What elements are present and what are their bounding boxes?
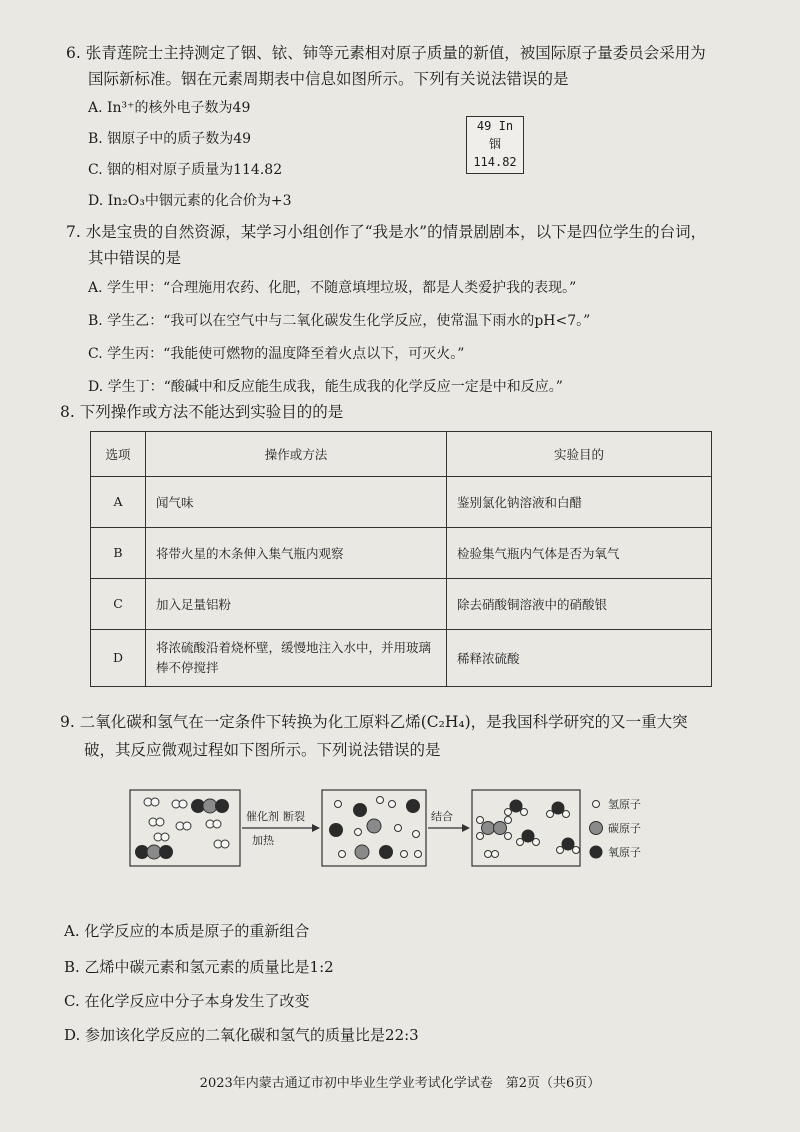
hydrogen-legend-icon xyxy=(593,801,600,808)
separated-atoms xyxy=(329,797,422,860)
row-method: 闻气味 xyxy=(146,476,447,527)
row-method: 将带火星的木条伸入集气瓶内观察 xyxy=(146,527,447,578)
arrow-2-head xyxy=(462,824,470,832)
arrow1-top-label: 催化剂 xyxy=(246,810,279,823)
legend-oxygen: 氧原子 xyxy=(608,846,641,859)
diagram-legend xyxy=(590,797,642,859)
arrow2-label: 结合 xyxy=(431,810,453,823)
row-option: C xyxy=(91,578,146,629)
q8-table xyxy=(90,431,712,687)
q9-option-a: A. 化学反应的本质是原子的重新组合 xyxy=(64,922,310,940)
q6-line2: 国际新标准。铟在元素周期表中信息如图所示。下列有关说法错误的是 xyxy=(88,70,569,88)
header-purpose: 实验目的 xyxy=(447,432,712,477)
table-row xyxy=(91,476,712,527)
arrow1-bottom-label: 加热 xyxy=(252,834,274,847)
q6-option-a: A. In³⁺的核外电子数为49 xyxy=(88,100,251,116)
table-row xyxy=(91,578,712,629)
element-symbol: In xyxy=(498,119,514,133)
row-method: 将浓硫酸沿着烧杯壁，缓慢地注入水中，并用玻璃棒不停搅拌 xyxy=(146,629,447,686)
q9-option-b: B. 乙烯中碳元素和氢元素的质量比是1:2 xyxy=(64,958,334,976)
table-row xyxy=(91,527,712,578)
element-mass: 114.82 xyxy=(473,155,517,169)
table-header-row xyxy=(91,432,712,477)
q6-line1: 6. 张青莲院士主持测定了铟、铱、铈等元素相对原子质量的新值，被国际原子量委员会采用为 xyxy=(66,44,706,62)
legend-hydrogen: 氢原子 xyxy=(608,798,641,811)
q7-option-d: D. 学生丁：“酸碱中和反应能生成我，能生成我的化学反应一定是中和反应。” xyxy=(88,379,563,395)
element-number: 49 xyxy=(476,119,492,133)
q7-line2: 其中错误的是 xyxy=(88,249,182,267)
q7-option-c: C. 学生丙：“我能使可燃物的温度降至着火点以下，可灭火。” xyxy=(88,346,465,362)
reaction-diagram xyxy=(128,782,688,878)
row-purpose: 稀释浓硫酸 xyxy=(447,629,712,686)
oxygen-legend-icon xyxy=(590,846,603,859)
element-name: 铟 xyxy=(488,137,501,151)
q7-option-a: A. 学生甲：“合理施用农药、化肥，不随意填埋垃圾，都是人类爱护我的表现。” xyxy=(88,280,577,296)
q7-option-b: B. 学生乙：“我可以在空气中与二氧化碳发生化学反应，使常温下雨水的pH<7。” xyxy=(88,313,591,329)
q6-option-c: C. 铟的相对原子质量为114.82 xyxy=(88,162,283,178)
row-purpose: 检验集气瓶内气体是否为氧气 xyxy=(447,527,712,578)
header-option: 选项 xyxy=(91,432,146,477)
q9-option-d: D. 参加该化学反应的二氧化碳和氢气的质量比是22:3 xyxy=(64,1026,419,1044)
q6-option-b: B. 铟原子中的质子数为49 xyxy=(88,131,252,147)
q6-option-d: D. In₂O₃中铟元素的化合价为+3 xyxy=(88,193,292,209)
q7-line1: 7. 水是宝贵的自然资源，某学习小组创作了“我是水”的情景剧剧本，以下是四位学生的台词， xyxy=(66,223,707,241)
row-option: B xyxy=(91,527,146,578)
q9-option-c: C. 在化学反应中分子本身发生了改变 xyxy=(64,992,310,1010)
q9-line2: 破，其反应微观过程如下图所示。下列说法错误的是 xyxy=(84,741,441,759)
arrow1-right-label: 断裂 xyxy=(283,810,305,823)
q9-line1: 9. 二氧化碳和氢气在一定条件下转换为化工原料乙烯(C₂H₄)，是我国科学研究的又一重大突 xyxy=(60,713,688,731)
row-option: A xyxy=(91,476,146,527)
arrow-1-head xyxy=(312,824,320,832)
header-method: 操作或方法 xyxy=(146,432,447,477)
carbon-legend-icon xyxy=(590,822,603,835)
indium-element-box xyxy=(466,116,524,174)
row-option: D xyxy=(91,629,146,686)
row-purpose: 除去硝酸铜溶液中的硝酸银 xyxy=(447,578,712,629)
page-footer: 2023年内蒙古通辽市初中毕业生学业考试化学试卷 第2页（共6页） xyxy=(199,1076,601,1091)
row-purpose: 鉴别氯化钠溶液和白醋 xyxy=(447,476,712,527)
legend-carbon: 碳原子 xyxy=(608,822,641,835)
q8-title: 8. 下列操作或方法不能达到实验目的的是 xyxy=(60,403,344,421)
table-row xyxy=(91,629,712,686)
row-method: 加入足量铝粉 xyxy=(146,578,447,629)
product-molecules xyxy=(477,800,580,858)
